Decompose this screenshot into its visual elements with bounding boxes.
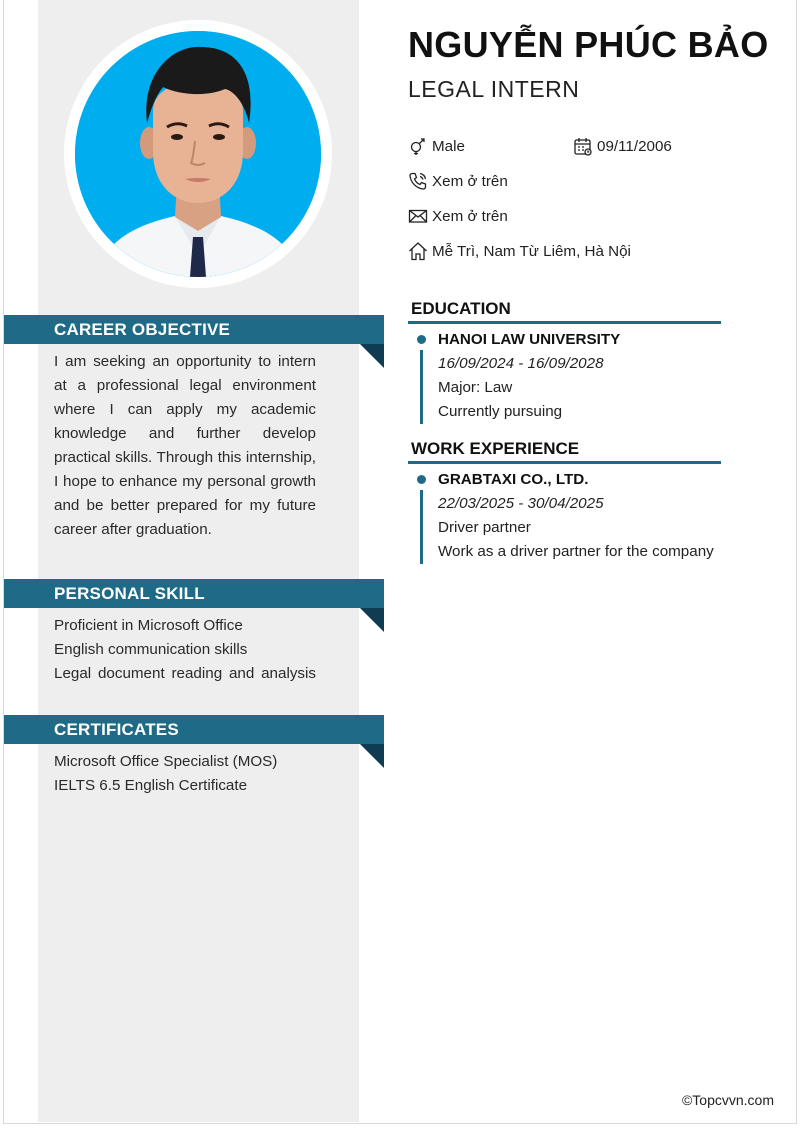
footer-credit: ©Topcvvn.com: [681, 1092, 774, 1108]
birthdate-value: 09/11/2006: [597, 137, 672, 155]
education-status: Currently pursuing: [438, 403, 563, 420]
birthdate-row: [573, 136, 672, 156]
work-item: [438, 468, 714, 564]
section-underline: [408, 461, 721, 464]
ribbon-fold: [360, 608, 384, 632]
timeline-line: [420, 490, 423, 564]
work-position: Driver partner: [438, 519, 531, 536]
education-major: Major: Law: [438, 379, 513, 396]
email-row: [408, 206, 508, 226]
address-row: [408, 241, 631, 261]
school-name: HANOI LAW UNIVERSITY: [438, 331, 621, 348]
section-underline: [408, 321, 721, 324]
career-objective-header: CAREER OBJECTIVE: [4, 315, 384, 344]
work-period: 22/03/2025 - 30/04/2025: [438, 495, 604, 512]
certificate-item: IELTS 6.5 English Certificate: [54, 777, 248, 794]
education-title: EDUCATION: [411, 299, 511, 318]
timeline-line: [420, 350, 423, 424]
skill-item: Legal document reading and analysis: [54, 665, 316, 682]
home-icon: [408, 241, 428, 261]
certificate-item: Microsoft Office Specialist (MOS): [54, 753, 278, 770]
skill-item: English communication skills: [54, 641, 248, 658]
personal-skill-header: PERSONAL SKILL: [4, 579, 384, 608]
ribbon-fold: [360, 744, 384, 768]
certificates-header: CERTIFICATES: [4, 715, 384, 744]
gender-icon: [408, 136, 428, 156]
company-name: GRABTAXI CO., LTD.: [438, 471, 589, 488]
phone-row: [408, 171, 508, 191]
portrait-photo: [75, 31, 321, 277]
timeline-dot: [417, 335, 426, 344]
career-objective-text: I am seeking an opportunity to intern at a professional legal environment where I can apply my academic knowledge and further develop practical skills. Through this internship, I hope to enhance my personal growth and be better prepared for my future career after graduation.: [54, 353, 316, 538]
work-description: Work as a driver partner for the company: [438, 543, 714, 560]
ribbon-fold: [360, 344, 384, 368]
education-item: [438, 328, 620, 424]
skills-list: [54, 614, 316, 686]
work-experience-title: WORK EXPERIENCE: [411, 439, 580, 458]
job-title: LEGAL INTERN: [408, 76, 580, 102]
gender-row: [408, 136, 465, 156]
timeline-dot: [417, 475, 426, 484]
gender-value: Male: [432, 137, 465, 155]
education-period: 16/09/2024 - 16/09/2028: [438, 355, 604, 372]
certificates-list: [54, 750, 316, 798]
mail-icon: [408, 206, 428, 226]
full-name: NGUYỄN PHÚC BẢO: [408, 24, 769, 65]
phone-value[interactable]: Xem ở trên: [432, 172, 508, 190]
skill-item: Proficient in Microsoft Office: [54, 617, 243, 634]
avatar: [75, 31, 321, 277]
phone-icon: [408, 171, 428, 191]
calendar-icon: [573, 136, 593, 156]
address-value: Mễ Trì, Nam Từ Liêm, Hà Nội: [432, 242, 631, 260]
email-value[interactable]: Xem ở trên: [432, 207, 508, 225]
